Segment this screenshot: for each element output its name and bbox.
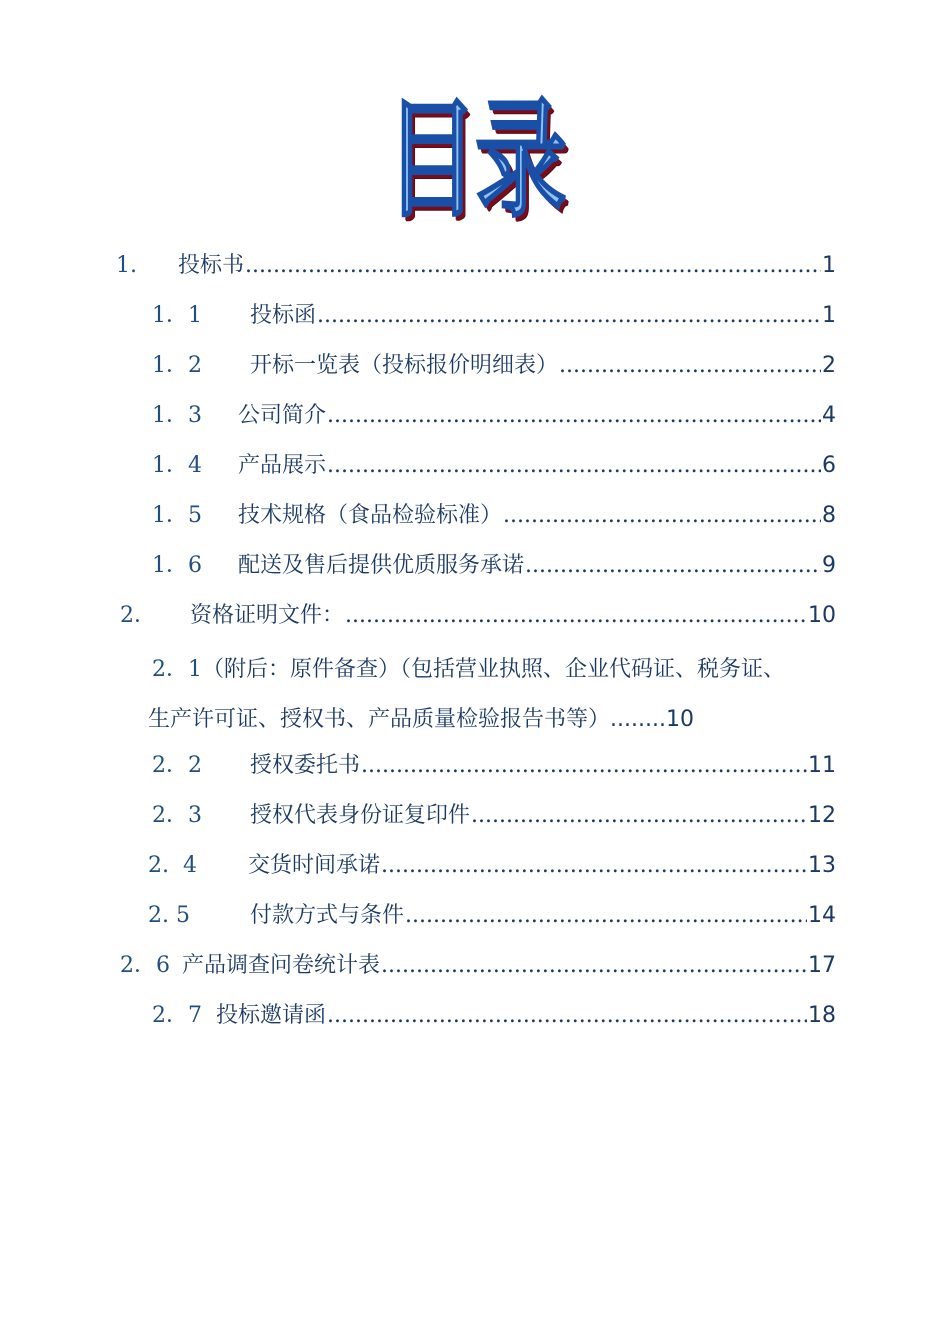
toc-entry-page: 11 <box>808 753 836 778</box>
toc-entry-page: 10 <box>808 603 836 628</box>
toc-leader-dots <box>471 803 807 828</box>
toc-leader-dots <box>361 753 807 778</box>
toc-entry-label: 授权代表身份证复印件 <box>250 803 471 828</box>
toc-entry-page: 17 <box>808 953 836 978</box>
toc-leader-dots <box>381 853 807 878</box>
toc-entry-page: 18 <box>808 1003 836 1028</box>
toc-entry[interactable] <box>152 998 836 1042</box>
toc-entry-label: 技术规格（食品检验标准） <box>238 503 503 528</box>
toc-title: 目录 <box>385 86 565 235</box>
toc-entry-page: 6 <box>822 453 836 478</box>
toc-entry-number: 1．3 <box>152 403 202 428</box>
toc-leader-dots <box>559 353 821 378</box>
toc-entry-number: 2．1 <box>152 657 202 682</box>
toc-entry-page: 1 <box>822 303 836 328</box>
toc-entry[interactable] <box>120 598 836 642</box>
toc-entry[interactable] <box>148 848 836 892</box>
toc-leader-dots <box>245 253 821 278</box>
toc-entry-label: 投标邀请函 <box>216 1003 327 1028</box>
toc-leader-dots <box>405 903 807 928</box>
toc-entry-label: 投标书 <box>178 253 245 278</box>
toc-entry-page: 14 <box>808 903 836 928</box>
toc-entry-number: 1．6 <box>152 553 202 578</box>
toc-entry-page: 2 <box>822 353 836 378</box>
toc-leader-dots <box>503 503 821 528</box>
toc-entry[interactable] <box>152 398 836 442</box>
toc-leader-dots <box>525 553 821 578</box>
toc-entry-number: 2. 5 <box>148 903 190 928</box>
toc-entry-label-continued: 生产许可证、授权书、产品质量检验报告书等） <box>148 707 611 732</box>
toc-entry-page: 13 <box>808 853 836 878</box>
toc-entry[interactable] <box>152 498 836 542</box>
toc-entry-number: 2．6 <box>120 953 170 978</box>
toc-leader-dots <box>381 953 807 978</box>
toc-leader-dots <box>345 603 807 628</box>
toc-entry[interactable] <box>152 798 836 842</box>
toc-entry-page: 1 <box>822 253 836 278</box>
toc-entry[interactable] <box>152 298 836 342</box>
toc-entry[interactable] <box>116 248 836 292</box>
toc-entry-page: 12 <box>808 803 836 828</box>
toc-entry-wrapped[interactable] <box>152 652 785 683</box>
toc-entry-label: 付款方式与条件 <box>250 903 405 928</box>
toc-entry[interactable] <box>152 748 836 792</box>
toc-entry-page: 4 <box>822 403 836 428</box>
toc-entry-number: 1．5 <box>152 503 202 528</box>
toc-entry[interactable] <box>152 348 836 392</box>
toc-entry-page: 10 <box>665 707 694 732</box>
toc-entry-label: 公司简介 <box>238 403 327 428</box>
toc-entry-page: 8 <box>822 503 836 528</box>
toc-entry-label: 资格证明文件： <box>190 603 345 628</box>
toc-entry-number: 2．7 <box>152 1003 202 1028</box>
toc-entry-number: 2. 4 <box>148 853 197 878</box>
toc-entry-label: （附后：原件备查）（包括营业执照、企业代码证、税务证、 <box>202 657 786 682</box>
toc-leader-dots <box>327 1003 807 1028</box>
toc-entry-number: 1．2 <box>152 353 202 378</box>
toc-entry[interactable] <box>152 548 836 592</box>
toc-leader-dots: ........ <box>610 707 666 732</box>
toc-entry-page: 9 <box>822 553 836 578</box>
toc-entry-number: 1．1 <box>152 303 202 328</box>
toc-entry-number: 2．3 <box>152 803 202 828</box>
toc-entry[interactable] <box>120 948 836 992</box>
toc-entry-number: 1．4 <box>152 453 202 478</box>
toc-entry-label: 授权委托书 <box>250 753 361 778</box>
toc-leader-dots <box>327 453 821 478</box>
toc-leader-dots <box>327 403 821 428</box>
toc-entry-label: 配送及售后提供优质服务承诺 <box>238 553 525 578</box>
toc-entry-wrapped-continuation[interactable] <box>148 702 694 733</box>
toc-entry-label: 开标一览表（投标报价明细表） <box>250 353 559 378</box>
toc-entry-label: 产品展示 <box>238 453 327 478</box>
toc-entry[interactable] <box>148 898 836 942</box>
toc-leader-dots <box>317 303 821 328</box>
toc-entry-number: 1. <box>116 253 137 278</box>
toc-entry-label: 交货时间承诺 <box>248 853 381 878</box>
toc-entry-number: 2． <box>120 603 156 628</box>
toc-entry-number: 2．2 <box>152 753 202 778</box>
toc-entry[interactable] <box>152 448 836 492</box>
toc-entry-label: 产品调查问卷统计表 <box>182 953 381 978</box>
toc-entry-label: 投标函 <box>250 303 317 328</box>
